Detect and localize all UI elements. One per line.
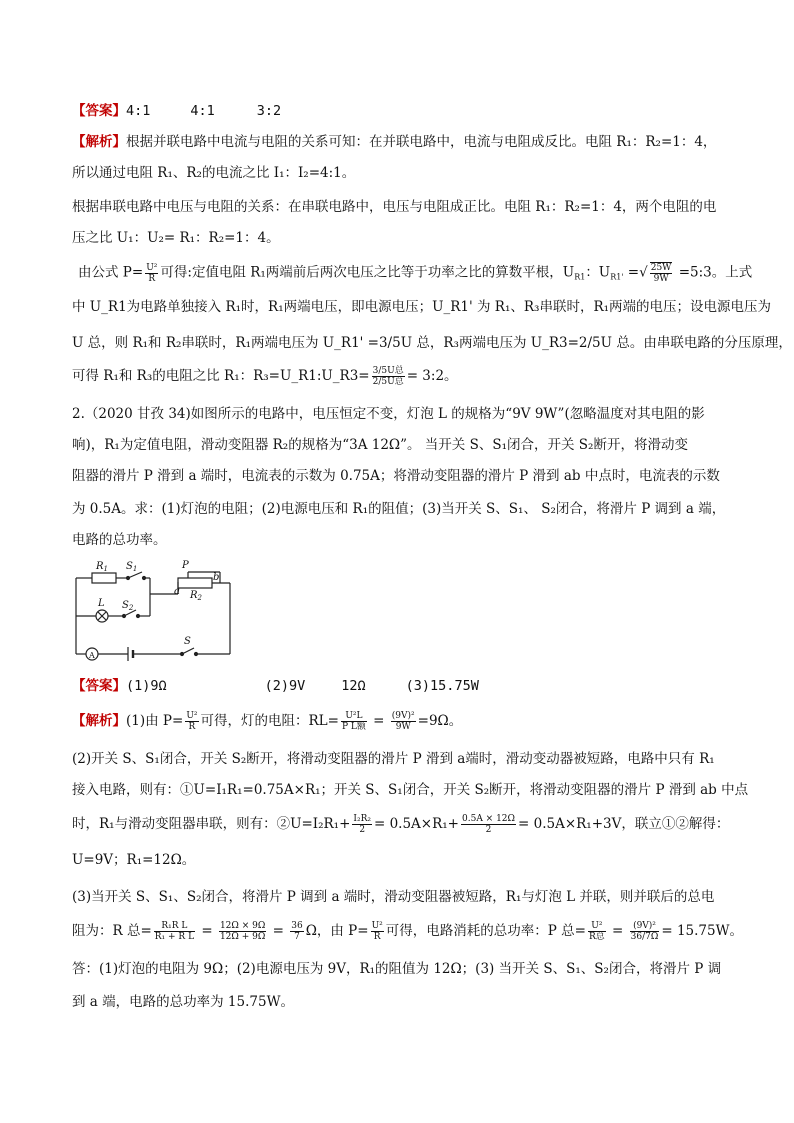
text: =5:3。上式 bbox=[674, 264, 753, 281]
label-b: b bbox=[213, 572, 220, 583]
circuit-diagram bbox=[70, 558, 245, 668]
answer-tag: 【答案】 bbox=[72, 103, 126, 119]
text: = 0.5A×R₁+3V，联立①②解得： bbox=[518, 816, 730, 832]
numerator: U²L bbox=[341, 711, 367, 722]
subscript: R1' bbox=[610, 272, 624, 282]
denominator: P L额 bbox=[341, 722, 366, 732]
text: Ω，由 P= bbox=[305, 923, 369, 939]
fraction bbox=[650, 262, 673, 284]
fraction bbox=[391, 711, 416, 732]
denominator: 36/7Ω bbox=[630, 932, 659, 942]
numerator: (9V)² bbox=[630, 921, 660, 932]
question-2-line-3: 阻器的滑片 P 滑到 a 端时，电流表的示数为 0.75A；将滑动变阻器的滑片 P 滑到 ab 中点时，电流表的示数 bbox=[72, 468, 720, 484]
solution-1-line-4: 压之比 U₁：U₂= R₁：R₂=1：4。 bbox=[72, 230, 280, 246]
denominator: R bbox=[373, 932, 381, 942]
text: =9Ω。 bbox=[417, 713, 463, 729]
label-ammeter: A bbox=[89, 651, 95, 660]
solution-2-line-7: 阻为：R 总= $\frac{\text{R₁R L}}{\text{R₁ + R L}}$ = $\frac{12\Omega \times 9\Omega}{12\Omega + 9\Omega}$ = $\frac{36}{7}$ Ω，由 P= $\frac{\text{U²}}{R}$ 可得，电路消耗的总功率：P 总= $\frac{\text{U²}}{\text{R总}}$ = $\frac{\text{(9V)²}}{36/7\Omega}$ = 15.75W。 bbox=[72, 921, 743, 942]
fraction bbox=[588, 921, 606, 942]
numerator: U² bbox=[371, 921, 383, 931]
solution-2-line-9: 到 a 端，电路的总功率为 15.75W。 bbox=[72, 994, 294, 1010]
fraction bbox=[341, 711, 367, 732]
label-l: L bbox=[98, 598, 105, 609]
resistor-r1 bbox=[92, 573, 116, 583]
text: = 0.5A×R₁+ bbox=[373, 816, 459, 832]
answer-value-3: 3:2 bbox=[256, 103, 282, 119]
denominator: 2/5U总 bbox=[372, 377, 404, 387]
solution-1-line-5 bbox=[78, 262, 752, 287]
solution-2-line-4 bbox=[72, 814, 729, 835]
text: 可得，灯的电阻：RL= bbox=[200, 713, 339, 729]
solution-2-line-5: U=9V；R₁=12Ω。 bbox=[72, 852, 196, 868]
text: 时，R₁与滑动变阻器串联，则有：②U=I₂R₁+ bbox=[72, 816, 351, 832]
denominator: R bbox=[188, 722, 196, 732]
fraction bbox=[290, 921, 303, 942]
solution-1-line-7: U 总，则 R₁和 R₂串联时，R₁两端电压为 U_R1' =3/5U 总，R₃两端电压为 U_R3=2/5U 总。由串联电路的分压原理， bbox=[72, 335, 792, 351]
numerator: R₁R L bbox=[154, 921, 195, 932]
solution-2-line-6: (3)当开关 S、S₁、S₂闭合，将滑片 P 调到 a 端时，滑动变阻器被短路，R₁与灯泡 L 并联，则并联后的总电 bbox=[72, 889, 715, 905]
numerator: 12Ω × 9Ω bbox=[219, 921, 266, 931]
answer-tag: 【答案】 bbox=[72, 678, 126, 694]
numerator: I₂R₂ bbox=[353, 814, 371, 824]
answer-value-1: 4:1 bbox=[126, 103, 151, 119]
solution-2-line-8: 答：(1)灯泡的电阻为 9Ω；(2)电源电压为 9V，R₁的阻值为 12Ω；(3) 当开关 S、S₁、S₂闭合，将滑片 P 调 bbox=[72, 961, 722, 977]
solution-1-line-8 bbox=[72, 366, 458, 387]
answer-value-1: (1)9Ω bbox=[126, 678, 167, 694]
answer-value-2: (2)9V bbox=[264, 678, 306, 694]
question-2-line-5: 电路的总功率。 bbox=[72, 532, 167, 548]
label-r1: $R_1$ bbox=[96, 561, 108, 573]
answer-value-4: (3)15.75W bbox=[405, 678, 479, 694]
answer-1 bbox=[72, 102, 281, 120]
numerator: U² bbox=[186, 711, 198, 721]
numerator: 36 bbox=[291, 921, 303, 931]
denominator: 2 bbox=[485, 825, 492, 835]
answer-value-3: 12Ω bbox=[341, 678, 366, 694]
question-2-line-4: 为 0.5A。求：(1)灯泡的电阻；(2)电源电压和 R₁的阻值；(3)当开关 S、S₁、 S₂闭合，将滑片 P 调到 a 端， bbox=[72, 501, 726, 517]
label-s1: $S_1$ bbox=[126, 561, 138, 573]
text: 由公式 P= bbox=[78, 264, 144, 281]
numerator: U² bbox=[146, 262, 158, 273]
label-s: S bbox=[184, 636, 191, 647]
denominator: R bbox=[148, 273, 156, 284]
resistor-r2 bbox=[178, 578, 212, 588]
text: = bbox=[623, 264, 640, 281]
fraction bbox=[154, 921, 195, 942]
square-root: √ $\frac{25W}{9W}$ bbox=[639, 263, 672, 284]
denominator: R₁ + R L bbox=[154, 932, 195, 942]
answer-value-2: 4:1 bbox=[190, 103, 215, 119]
numerator: 25W bbox=[650, 263, 672, 273]
fraction bbox=[371, 921, 384, 942]
label-a: a bbox=[174, 586, 180, 597]
text: 根据并联电路中电流与电阻的关系可知：在并联电路中，电流与电阻成反比。电阻 R₁：R₂=1：4， bbox=[126, 134, 717, 150]
answer-2 bbox=[72, 677, 479, 695]
label-s2: $S_2$ bbox=[122, 600, 134, 612]
text: (1)由 P= bbox=[126, 713, 184, 729]
switch-s bbox=[182, 648, 194, 654]
denominator: 12Ω + 9Ω bbox=[219, 932, 266, 942]
question-2-line-1: 2.（2020 甘孜 34)如图所示的电路中，电压恒定不变，灯泡 L 的规格为“9V 9W”(忽略温度对其电阻的影 bbox=[72, 406, 705, 422]
text: 可得，电路消耗的总功率：P 总= bbox=[385, 923, 586, 939]
numerator: U² bbox=[588, 921, 606, 932]
solution-2-line-1: 【解析】(1)由 P= $\frac{\text{U²}}{R}$ 可得，灯的电阻：RL= $\frac{\text{U²L}}{\text{P L额}}$ = $\frac{\text{(9V)²}}{9W}$ =9Ω。 bbox=[72, 711, 463, 732]
denominator: 9W bbox=[395, 722, 411, 732]
text: 可得:定值电阻 R₁两端前后两次电压之比等于功率之比的算数平根，U bbox=[160, 264, 575, 281]
fraction bbox=[145, 263, 158, 284]
solution-2-line-3: 接入电路，则有：①U=I₁R₁=0.75A×R₁；开关 S、S₁闭合，开关 S₂断开，将滑动变阻器的滑片 P 滑到 ab 中点 bbox=[72, 782, 749, 798]
text: 阻为：R 总= bbox=[72, 923, 152, 939]
text: 可得 R₁和 R₃的电阻之比 R₁：R₃=U_R1:U_R3= bbox=[72, 368, 370, 384]
solution-1-line-3: 根据串联电路中电压与电阻的关系：在串联电路中，电压与电阻成正比。电阻 R₁：R₂=1：4，两个电阻的电 bbox=[72, 199, 717, 215]
numerator: (9V)² bbox=[391, 711, 415, 721]
denominator: 7 bbox=[294, 932, 300, 942]
text: = 3:2。 bbox=[406, 368, 458, 384]
fraction bbox=[219, 921, 266, 942]
solution-1-line-6: 中 U_R1为电路单独接入 R₁时，R₁两端电压，即电源电压；U_R1' 为 R₁、R₃串联时，R₁两端的电压；设电源电压为 bbox=[72, 299, 772, 315]
question-2-line-2: 响)，R₁为定值电阻，滑动变阻器 R₂的规格为“3A 12Ω”。 当开关 S、S₁闭合，开关 S₂断开，将滑动变 bbox=[72, 437, 688, 453]
text: = 15.75W。 bbox=[661, 923, 743, 939]
label-p: P bbox=[182, 560, 189, 571]
fraction bbox=[630, 921, 660, 942]
denominator: R总 bbox=[588, 932, 605, 942]
numerator: 3/5U总 bbox=[372, 366, 404, 376]
denominator: 9W bbox=[653, 274, 669, 284]
fraction bbox=[461, 814, 516, 835]
text: ：U bbox=[585, 264, 611, 281]
solution-1-line-2: 所以通过电阻 R₁、R₂的电流之比 I₁：I₂=4:1。 bbox=[72, 165, 356, 181]
subscript: R1 bbox=[574, 272, 586, 282]
solution-tag: 【解析】 bbox=[72, 134, 126, 150]
numerator: 0.5A × 12Ω bbox=[462, 814, 515, 824]
label-r2: $R_2$ bbox=[190, 590, 202, 602]
solution-tag: 【解析】 bbox=[72, 713, 126, 729]
fraction bbox=[372, 366, 405, 387]
denominator: 2 bbox=[359, 825, 366, 835]
fraction bbox=[352, 814, 372, 835]
solution-1-line-1 bbox=[72, 133, 716, 151]
fraction bbox=[185, 711, 198, 732]
solution-2-line-2: (2)开关 S、S₁闭合，开关 S₂断开，将滑动变阻器的滑片 P 滑到 a端时，滑动变动器被短路，电路中只有 R₁ bbox=[72, 751, 715, 767]
